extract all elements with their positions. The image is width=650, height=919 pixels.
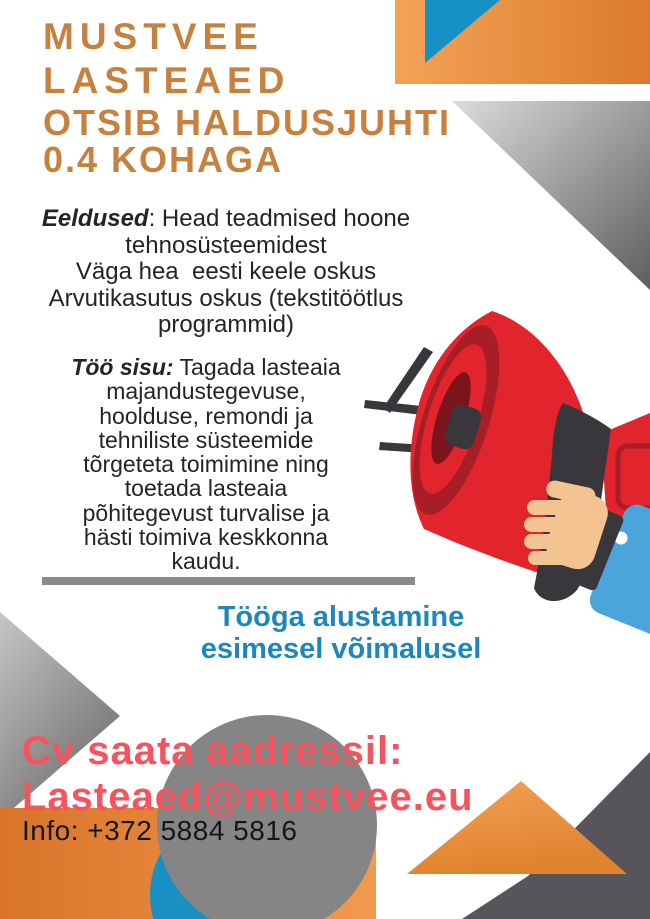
job-description-block	[25, 355, 387, 574]
job-line: kaudu.	[171, 548, 241, 575]
subtitle-line-1: OTSIB HALDUSJUHTI	[43, 102, 452, 143]
info-phone: Info: +372 5884 5816	[22, 815, 298, 846]
start-line-1: Tööga alustamine	[217, 601, 465, 633]
divider-bar	[42, 577, 415, 585]
cv-address-block	[22, 728, 474, 820]
start-line-2: esimesel võimalusel	[200, 632, 482, 665]
requirements-first-line	[10, 206, 442, 233]
title-line-1: MUSTVEE	[43, 16, 264, 57]
job-label: Töö sisu:	[71, 354, 174, 380]
job-first-line	[25, 355, 387, 379]
job-line: tõrgeteta toimimine ning	[83, 451, 329, 478]
requirements-line: Arvutikasutus oskus (tekstitöötlus	[48, 284, 404, 312]
subtitle-line-2: 0.4 KOHAGA	[43, 139, 284, 180]
title-line-2: LASTEAED	[43, 60, 291, 101]
requirements-line: programmid)	[157, 311, 295, 338]
requirements-line: tehnosüsteemidest	[125, 231, 327, 259]
job-line: hästi toimiva keskkonna	[83, 524, 329, 551]
requirements-block	[10, 206, 442, 339]
job-line: tehniliste süsteemide	[98, 426, 314, 453]
job-rest: Tagada lasteaia	[173, 354, 341, 380]
megaphone-icon	[364, 311, 650, 651]
job-line: põhitegevust turvalise ja	[82, 499, 330, 526]
requirements-rest: : Head teadmised hoone	[148, 205, 411, 232]
poster-title	[43, 15, 290, 103]
job-line: toetada lasteaia	[124, 475, 288, 502]
job-line: majandustegevuse,	[106, 378, 306, 405]
cv-email: Lasteaed@mustvee.eu	[22, 775, 474, 819]
requirements-line: Väga hea eesti keele oskus	[75, 258, 377, 285]
requirements-label: Eeldused	[41, 205, 149, 232]
cv-line-1: Cv saata aadressil:	[22, 729, 404, 773]
poster-subtitle	[43, 104, 451, 178]
top-right-gray-triangle	[452, 101, 650, 290]
job-line: hoolduse, remondi ja	[99, 402, 313, 429]
start-date-block	[185, 602, 497, 665]
